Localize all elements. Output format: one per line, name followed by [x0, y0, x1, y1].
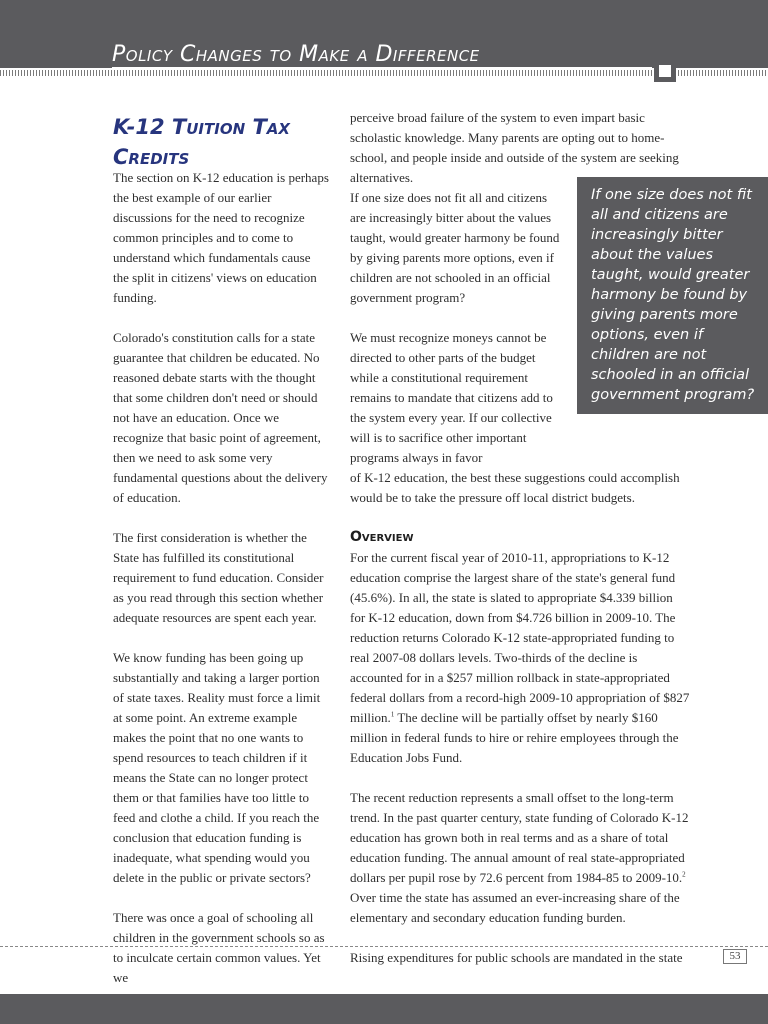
paragraph-text: The recent reduction represents a small offset to the long-term trend. In the past quarter century, state funding of Colorado K-12 education has grown both in real terms and as a share of total education funding. The annual amount of real state-appropriated dollars per pupil rose by 72.6 percent from 1984-85 to 2009-10.: [350, 790, 689, 885]
paragraph-text: The decline will be partially offset by nearly $160 million in federal funds to hire or rehire employees through the Education Jobs Fund.: [350, 710, 679, 765]
body-paragraph: Colorado's constitution calls for a state guarantee that children be educated. No reasoned debate starts with the thought that some children don't need or should not have an education. Once we recognize that basic point of agreement, then we need to ask some very fundamental questions about the delivery of education.: [113, 330, 328, 505]
bottom-band: [0, 994, 768, 1024]
overview-heading: Overview: [350, 529, 414, 545]
body-paragraph: perceive broad failure of the system to even impart basic scholastic knowledge. Many parents are opting out to home-school, and people inside and outside of the system are seeking alternatives.: [350, 110, 679, 185]
section-title: K-12 Tuition Tax Credits: [113, 115, 290, 169]
body-paragraph: We know funding has been going up substantially and taking a larger portion of state taxes. Reality must force a limit at some point. An extreme example makes the point that no one wants to spend resources to teach children if it means the State can no longer protect them or that families have too little to feed and clothe a child. If you reach the conclusion that education funding is inadequate, what spending would you delete in the public or private sectors?: [113, 650, 321, 885]
footer-dashed-rule: [0, 946, 768, 947]
corner-square-icon: [654, 60, 676, 82]
body-paragraph: The first consideration is whether the State has fulfilled its constitutional requirement to fund education. Consider as you read through this section whether adequate resources are spent each year.: [113, 530, 324, 625]
body-paragraph: The section on K-12 education is perhaps the best example of our earlier discussions for the need to recognize common principles and to come to understand which fundamentals cause the split in citizens' views on education funding.: [113, 170, 329, 305]
decorative-tick-strip: [0, 70, 768, 76]
header-title: Policy Changes to Make a Difference: [112, 42, 480, 67]
body-paragraph: If one size does not fit all and citizens are increasingly bitter about the values taught, would greater harmony be found by giving parents more options, even if children are not schooled in an official government program?: [350, 190, 560, 305]
page-number: 53: [723, 949, 747, 964]
paragraph-text: For the current fiscal year of 2010-11, appropriations to K-12 education comprise the largest share of the state's general fund (45.6%). In all, the state is slated to appropriate $4.339 billion for K-12 education, down from $4.726 billion in 2009-10. The reduction returns Colorado K-12 state-appropriated funding to real 2007-08 dollars levels. Two-thirds of the decline is accounted for in a $257 million rollback in state-appropriated federal dollars from a record-high 2009-10 appropriation of $827 million.: [350, 550, 690, 725]
body-paragraph: Rising expenditures for public schools are mandated in the state: [350, 950, 683, 965]
left-column: [113, 168, 329, 1008]
pull-quote: If one size does not fit all and citizens are increasingly bitter about the values taught, would greater harmony be found by giving parents more options, even if children are not schooled in an official government program?: [577, 177, 768, 414]
paragraph-text: Over time the state has assumed an ever-increasing share of the elementary and secondary education funding burden.: [350, 890, 680, 925]
header-rule: [112, 67, 652, 68]
footnote-marker: 1: [390, 710, 395, 719]
body-paragraph: There was once a goal of schooling all children in the government schools so as to inculcate certain common values. Yet we: [113, 910, 325, 985]
body-paragraph: We must recognize moneys cannot be directed to other parts of the budget while a constitutional requirement remains to mandate that citizens add to the system every year. If our collective will is to sacrifice other important programs always in favor: [350, 330, 553, 465]
body-paragraph: of K-12 education, the best these suggestions could accomplish would be to take the pressure off local district budgets.: [350, 470, 680, 505]
footnote-marker: 2: [682, 870, 686, 879]
body-paragraph: [350, 548, 690, 768]
body-paragraph: [350, 788, 690, 928]
